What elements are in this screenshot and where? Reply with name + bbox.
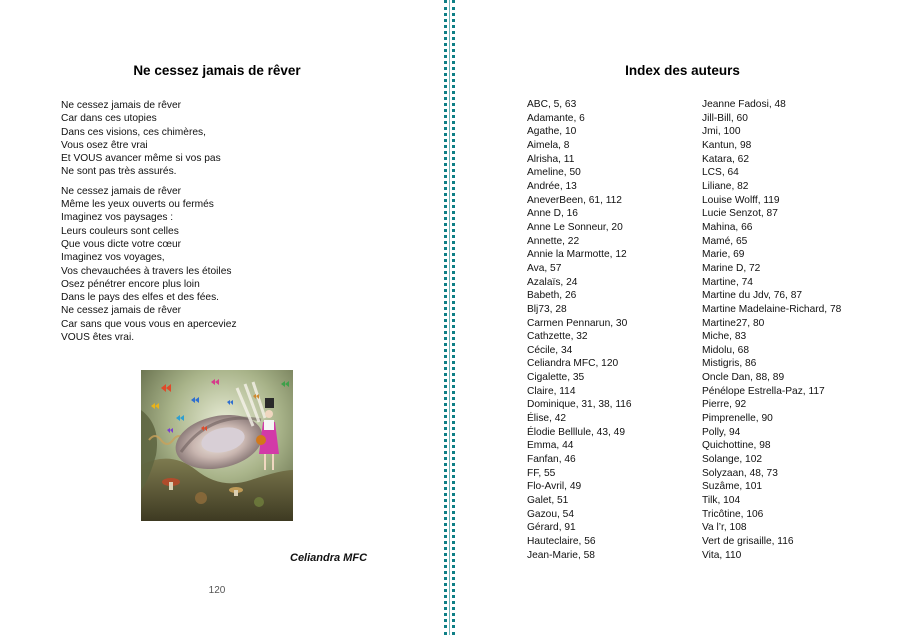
author-signature: Celiandra MFC: [290, 552, 368, 564]
index-entry: LCS, 64: [702, 167, 739, 179]
poem-line: Osez pénétrer encore plus loin: [61, 278, 200, 290]
index-title: Index des auteurs: [625, 63, 740, 78]
index-entry: Ava, 57: [527, 262, 562, 274]
poem-line: Car sans que vous vous en aperceviez: [61, 318, 237, 330]
book-spine-divider: [444, 0, 455, 635]
index-entry: Jeanne Fadosi, 48: [702, 99, 786, 110]
poem-line: Ne sont pas très assurés.: [61, 166, 177, 178]
index-entry: Jill-Bill, 60: [702, 112, 748, 124]
index-entry: Élise, 42: [527, 413, 567, 425]
index-entry: Mistigris, 86: [702, 358, 757, 370]
page-number: 120: [208, 585, 226, 596]
poem-line: Vous osez être vrai: [61, 139, 148, 151]
poem-line: Et VOUS avancer même si vos pas: [61, 153, 221, 165]
index-entry: Vita, 110: [702, 549, 742, 561]
index-entry: Galet, 51: [527, 495, 569, 507]
index-entry: Ameline, 50: [527, 167, 581, 179]
index-entry: Pierre, 92: [702, 399, 747, 411]
index-entry: Mamé, 65: [702, 235, 748, 247]
index-entry: Alrisha, 11: [527, 153, 575, 165]
index-entry: Jean-Marie, 58: [527, 549, 595, 561]
poem-line: Leurs couleurs sont celles: [61, 225, 179, 237]
index-entry: Louise Wolff, 119: [702, 194, 780, 206]
index-entry: Va l’r, 108: [702, 522, 747, 534]
index-entry: Aimela, 8: [527, 139, 570, 151]
index-entry: Gazou, 54: [527, 508, 575, 520]
index-entry: Liliane, 82: [702, 180, 749, 192]
poem-line: Car dans ces utopies: [61, 113, 157, 125]
index-column-right: [702, 98, 841, 562]
index-entry: Annette, 22: [527, 235, 580, 247]
index-entry: Quichottine, 98: [702, 440, 771, 452]
index-entry: Jmi, 100: [702, 126, 741, 138]
index-entry: Celiandra MFC, 120: [527, 358, 619, 370]
index-entry: Martine, 74: [702, 276, 753, 288]
index-entry: Katara, 62: [702, 153, 750, 165]
poem-line: Ne cessez jamais de rêver: [61, 185, 182, 197]
poem-line: Que vous dicte votre cœur: [61, 238, 182, 250]
index-entry: Vert de grisaille, 116: [702, 536, 794, 547]
poem-line: Vos chevauchées à travers les étoiles: [61, 265, 232, 277]
index-entry: Martine Madelaine-Richard, 78: [702, 303, 842, 315]
poem-line: Imaginez vos voyages,: [61, 252, 165, 264]
index-entry: Babeth, 26: [527, 290, 577, 302]
index-column-left: [527, 98, 632, 562]
index-entry: AneverBeen, 61, 112: [527, 194, 622, 206]
index-entry: Emma, 44: [527, 440, 574, 452]
index-entry: Mahina, 66: [702, 221, 753, 233]
index-entry: Martine27, 80: [702, 317, 765, 329]
poem-line: Dans le pays des elfes et des fées.: [61, 292, 219, 304]
index-entry: Martine du Jdv, 76, 87: [702, 290, 803, 302]
index-entry: Carmen Pennarun, 30: [527, 317, 628, 329]
index-entry: Blj73, 28: [527, 303, 567, 315]
poem-title: Ne cessez jamais de rêver: [133, 63, 301, 78]
index-entry: Anne D, 16: [527, 208, 578, 220]
poem-stanza: [61, 185, 361, 345]
index-entry: Solyzaan, 48, 73: [702, 467, 778, 479]
poem-line: Ne cessez jamais de rêver: [61, 100, 182, 111]
index-entry: Tilk, 104: [702, 495, 741, 507]
index-entry: Kantun, 98: [702, 139, 752, 151]
index-entry: Adamante, 6: [527, 112, 585, 124]
index-entry: Hauteclaire, 56: [527, 536, 596, 547]
right-page: [455, 0, 900, 635]
poem-line: Imaginez vos paysages :: [61, 212, 174, 224]
index-entry: Andrée, 13: [527, 180, 577, 192]
index-entry: ABC, 5, 63: [527, 99, 577, 110]
index-entry: Cécile, 34: [527, 344, 573, 356]
poem-line: Dans ces visions, ces chimères,: [61, 126, 206, 138]
poem-line: Ne cessez jamais de rêver: [61, 305, 182, 317]
index-entry: Polly, 94: [702, 426, 741, 438]
index-entry: Flo-Avril, 49: [527, 481, 582, 493]
index-entry: FF, 55: [527, 467, 556, 479]
index-entry: Élodie Belllule, 43, 49: [527, 426, 625, 438]
index-entry: Annie la Marmotte, 12: [527, 249, 627, 261]
index-entry: Gérard, 91: [527, 522, 576, 534]
index-entry: Anne Le Sonneur, 20: [527, 221, 623, 233]
index-entry: Cathzette, 32: [527, 331, 588, 343]
index-entry: Marine D, 72: [702, 262, 761, 274]
poem-line: Même les yeux ouverts ou fermés: [61, 199, 214, 211]
index-entry: Dominique, 31, 38, 116: [527, 399, 632, 411]
index-entry: Lucie Senzot, 87: [702, 208, 778, 220]
fantasy-illustration: [141, 370, 293, 521]
index-entry: Oncle Dan, 88, 89: [702, 372, 785, 384]
index-entry: Pénélope Estrella-Paz, 117: [702, 385, 825, 397]
index-entry: Pimprenelle, 90: [702, 413, 773, 425]
index-entry: Azalaïs, 24: [527, 276, 578, 288]
index-entry: Solange, 102: [702, 454, 763, 466]
index-entry: Fanfan, 46: [527, 454, 576, 466]
index-entry: Midolu, 68: [702, 344, 750, 356]
poem-line: VOUS êtes vrai.: [61, 332, 135, 344]
index-entry: Miche, 83: [702, 331, 747, 343]
index-entry: Tricôtine, 106: [702, 508, 764, 520]
index-entry: Marie, 69: [702, 249, 745, 261]
index-entry: Cigalette, 35: [527, 372, 585, 384]
poem-stanza: [61, 99, 361, 179]
index-entry: Claire, 114: [527, 385, 576, 397]
left-page: [0, 0, 444, 635]
index-entry: Suzâme, 101: [702, 481, 763, 493]
poem-body: [61, 99, 361, 350]
index-entry: Agathe, 10: [527, 126, 577, 138]
